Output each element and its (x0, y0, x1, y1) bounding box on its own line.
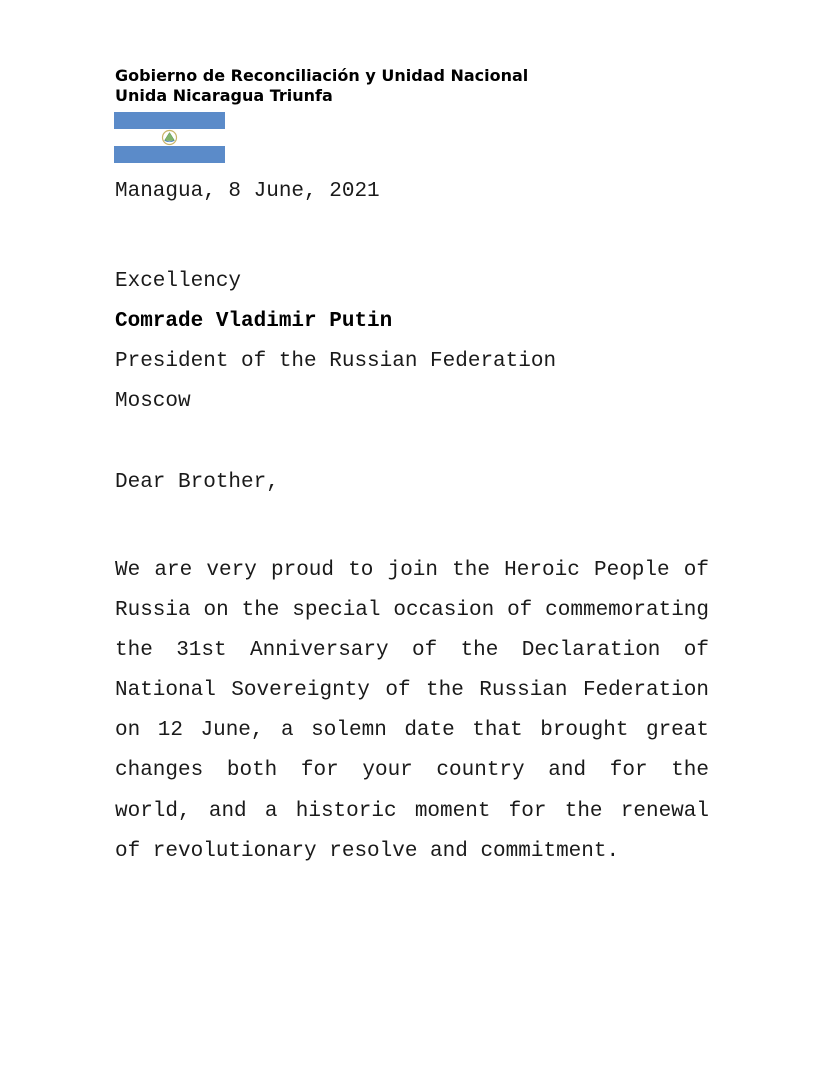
letter-date: Managua, 8 June, 2021 (115, 180, 380, 203)
letterhead-slogan: Unida Nicaragua Triunfa (115, 86, 333, 105)
body-line: changes both for your country and for the (115, 759, 709, 783)
recipient-title: President of the Russian Federation (115, 350, 557, 373)
letterhead-government-name: Gobierno de Reconciliación y Unidad Nacional (115, 66, 529, 85)
nicaragua-flag-icon (114, 112, 225, 163)
greeting: Dear Brother, (115, 471, 279, 494)
body-line: on 12 June, a solemn date that brought great (115, 719, 709, 743)
body-line: Russia on the special occasion of commemorating (115, 599, 709, 623)
body-line: National Sovereignty of the Russian Federation (115, 679, 709, 703)
body-line: of revolutionary resolve and commitment. (115, 839, 620, 863)
letter-body (115, 551, 709, 872)
body-line: the 31st Anniversary of the Declaration of (115, 639, 709, 663)
salutation: Excellency (115, 270, 242, 293)
recipient-name: Comrade Vladimir Putin (115, 310, 393, 333)
body-line: world, and a historic moment for the renewal (115, 799, 709, 823)
recipient-city: Moscow (115, 390, 191, 413)
body-line: We are very proud to join the Heroic People of (115, 559, 709, 582)
